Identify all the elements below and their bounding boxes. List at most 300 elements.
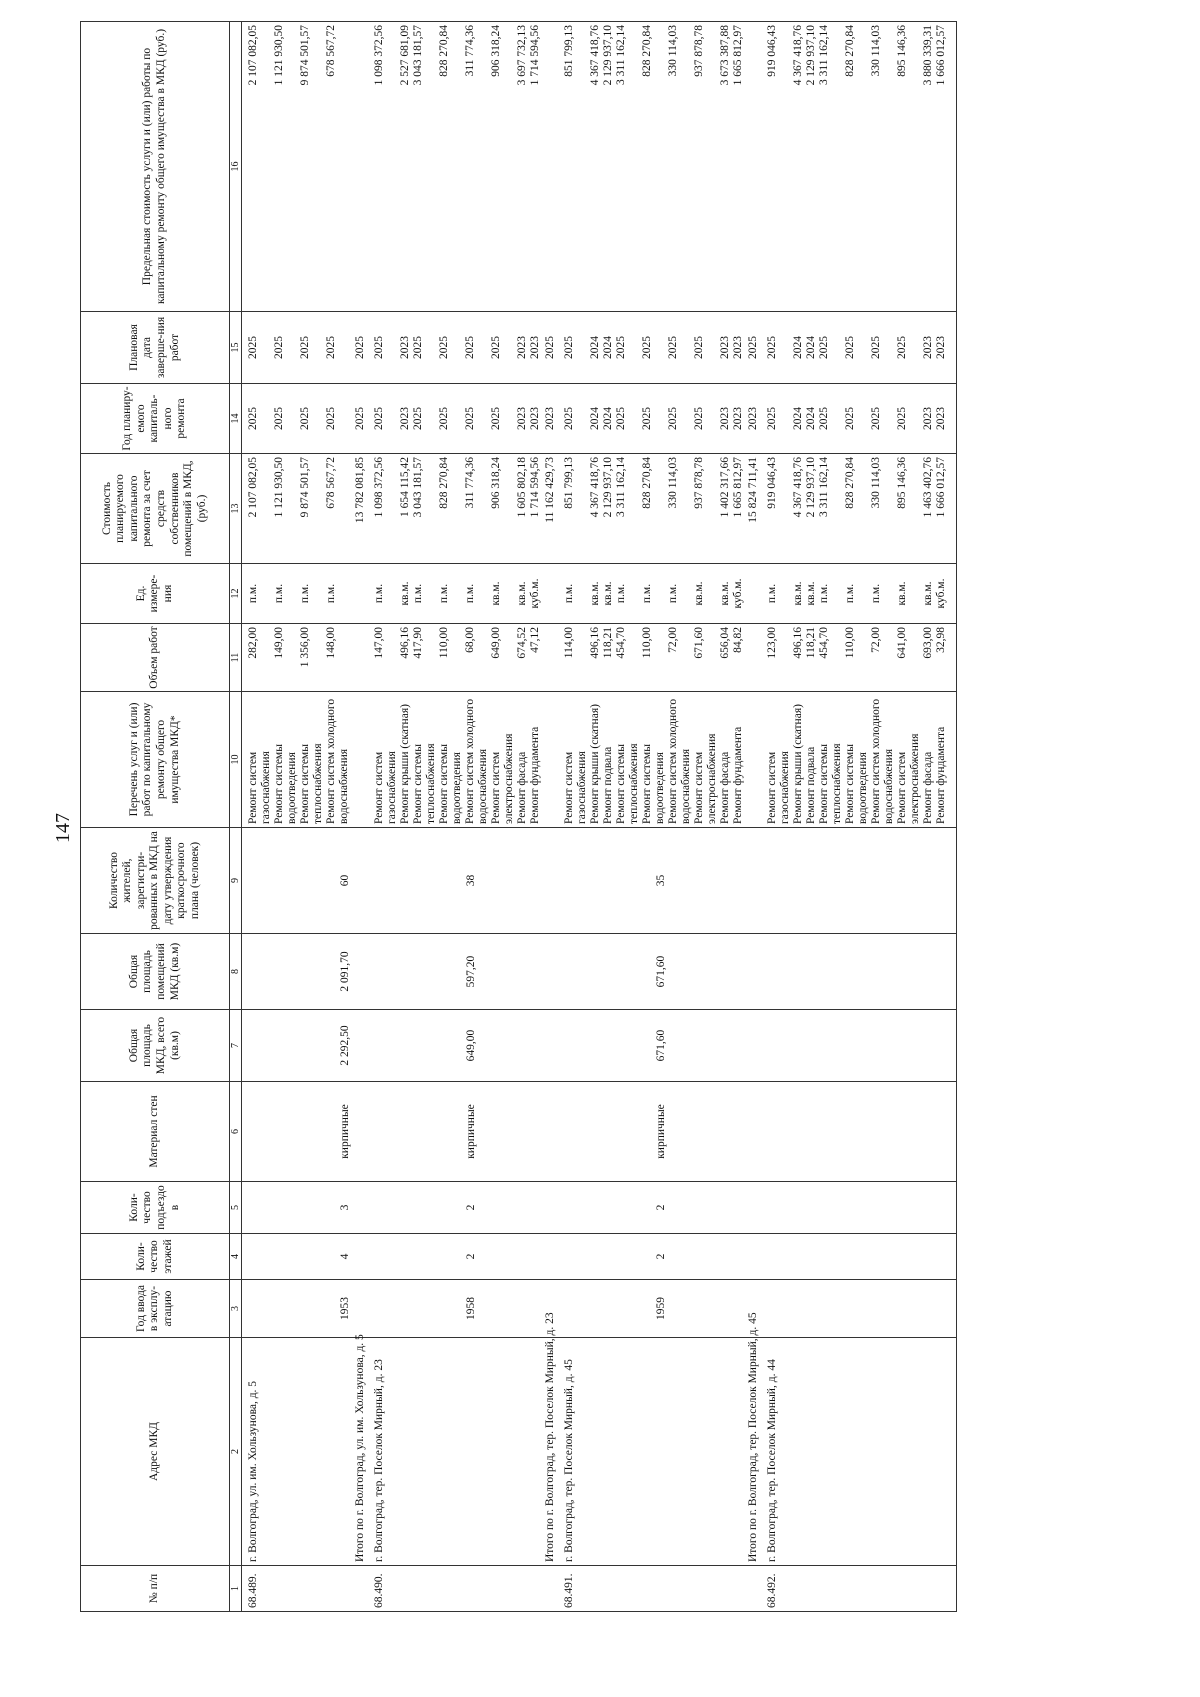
end-year: 2024	[805, 336, 817, 359]
work-item-cell	[242, 692, 354, 828]
volume: 84,82	[732, 627, 744, 653]
end-year: 2023	[399, 336, 411, 359]
volume: 417,90	[412, 627, 424, 659]
cost: 1 121 930,50	[273, 457, 285, 518]
column-number: 15	[230, 312, 242, 384]
volume: 149,00	[273, 627, 285, 659]
end-year: 2025	[412, 336, 424, 359]
column-number: 10	[230, 692, 242, 828]
work-item: Ремонт фундамента	[732, 726, 744, 824]
header-cell: Объем работ	[81, 624, 230, 692]
volume: 118,21	[805, 627, 817, 659]
cost: 1 714 594,56	[529, 457, 541, 518]
work-item: Ремонт систем газоснабжения	[563, 751, 588, 824]
column-number: 4	[230, 1234, 242, 1280]
plan-year: 2025	[412, 407, 424, 430]
unit: п.м.	[273, 583, 285, 604]
cost: 906 318,24	[490, 457, 502, 509]
header-cell: Предельная стоимость услуги и (или) работы по капитальному ремонту общего имущества в МКД (руб.)	[81, 22, 230, 312]
volume: 674,52	[516, 627, 528, 659]
work-item: Ремонт фундамента	[529, 726, 541, 824]
entrances: 2	[655, 1204, 667, 1211]
cost: 1 402 317,66	[719, 457, 731, 518]
end-year: 2025	[870, 336, 882, 359]
end-year-cell	[368, 312, 543, 384]
column-number: 1	[230, 1566, 242, 1612]
limit-cost: 9 874 501,57	[299, 25, 311, 86]
limit-cost: 4 367 418,76	[589, 25, 601, 86]
volume: 72,00	[667, 627, 679, 653]
volume: 68,00	[464, 627, 476, 653]
limit-cost: 2 129 937,10	[805, 25, 817, 86]
work-item: Ремонт подвала	[602, 746, 614, 824]
limit-cost: 895 146,36	[896, 25, 908, 77]
volume: 496,16	[399, 627, 411, 659]
cost: 3 311 162,14	[615, 457, 627, 517]
walls: кирпичные	[655, 1104, 667, 1159]
total-label: Итого по г. Волгоград, тер. Поселок Мирный, д. 45	[746, 1338, 761, 1566]
volume-cell	[368, 624, 543, 692]
plan-year: 2025	[373, 407, 385, 430]
total-row	[353, 22, 368, 1612]
floors: 2	[655, 1253, 667, 1260]
cost: 828 270,84	[641, 457, 653, 509]
plan-year: 2025	[667, 407, 679, 430]
volume: 671,60	[693, 627, 705, 659]
unit: п.м.	[373, 583, 385, 604]
total-year: 2025	[353, 384, 368, 454]
volume: 110,00	[641, 627, 653, 659]
end-year: 2025	[693, 336, 705, 359]
plan-year: 2024	[805, 407, 817, 430]
capital-repair-table	[80, 21, 957, 1612]
work-item: Ремонт фасада	[922, 751, 934, 824]
volume: 693,00	[922, 627, 934, 659]
residents: 35	[655, 874, 667, 887]
floors: 4	[339, 1253, 351, 1260]
volume: 282,00	[247, 627, 259, 659]
limit-cost: 937 878,78	[693, 25, 705, 77]
end-year: 2024	[602, 336, 614, 359]
limit-cost-cell	[558, 22, 746, 312]
limit-cost: 1 714 594,56	[529, 25, 541, 86]
unit: п.м.	[438, 583, 450, 604]
address: г. Волгоград, ул. им. Хользунова, д. 5	[247, 1380, 259, 1562]
column-number: 9	[230, 828, 242, 934]
cost: 1 665 812,97	[732, 457, 744, 518]
plan-year-cell	[242, 384, 354, 454]
end-year: 2023	[732, 336, 744, 359]
header-cell: Адрес МКД	[81, 1338, 230, 1566]
plan-year: 2025	[870, 407, 882, 430]
column-number: 7	[230, 1010, 242, 1082]
plan-year: 2025	[273, 407, 285, 430]
column-number: 16	[230, 22, 242, 312]
unit: кв.м.	[922, 581, 934, 606]
limit-cost: 3 880 339,31	[922, 25, 934, 86]
volume: 496,16	[589, 627, 601, 659]
unit: кв.м.	[693, 581, 705, 606]
volume: 649,00	[490, 627, 502, 659]
volume: 496,16	[792, 627, 804, 659]
work-item: Ремонт систем электроснабжения	[490, 733, 515, 824]
end-year: 2023	[719, 336, 731, 359]
plan-year: 2025	[325, 407, 337, 430]
end-year: 2025	[896, 336, 908, 359]
end-year: 2025	[615, 336, 627, 359]
entrances: 3	[339, 1204, 351, 1211]
end-year: 2025	[766, 336, 778, 359]
area-total: 671,60	[655, 1029, 667, 1062]
unit: кв.м.	[399, 581, 411, 606]
table-bottom	[949, 22, 957, 1612]
column-number: 13	[230, 454, 242, 564]
limit-cost: 1 121 930,50	[273, 25, 285, 86]
work-item: Ремонт системы теплоснабжения	[299, 743, 324, 824]
end-year: 2025	[273, 336, 285, 359]
header-cell: Перечень услуг и (или) работ по капитальному ремонту общего имущества МКД*	[81, 692, 230, 828]
unit: кв.м.	[602, 581, 614, 606]
work-item: Ремонт систем газоснабжения	[373, 751, 398, 824]
year: 1953	[339, 1297, 351, 1320]
end-year: 2023	[935, 336, 947, 359]
table-row	[761, 22, 949, 1612]
header-cell: Плановая дата заверше-ния работ	[81, 312, 230, 384]
column-number: 11	[230, 624, 242, 692]
limit-cost: 1 098 372,56	[373, 25, 385, 86]
limit-cost: 851 799,13	[563, 25, 575, 77]
rotated-page-content	[80, 22, 1180, 1612]
header-cell: Количество жителей, зарегистри-рованных в МКД на дату утверждения краткосрочного плана (человек)	[81, 828, 230, 934]
end-year: 2025	[373, 336, 385, 359]
cost: 2 107 082,05	[247, 457, 259, 518]
header-row	[81, 22, 230, 1612]
plan-year: 2023	[529, 407, 541, 430]
plan-year: 2023	[516, 407, 528, 430]
volume: 47,12	[529, 627, 541, 653]
cost-cell	[242, 454, 354, 564]
volume: 454,70	[818, 627, 830, 659]
cost: 828 270,84	[438, 457, 450, 509]
year: 1958	[465, 1297, 477, 1320]
unit: п.м.	[615, 583, 627, 604]
total-row	[746, 22, 761, 1612]
total-end-year: 2025	[543, 312, 558, 384]
plan-year: 2025	[490, 407, 502, 430]
volume: 110,00	[844, 627, 856, 659]
plan-year: 2025	[844, 407, 856, 430]
volume: 114,00	[563, 627, 575, 659]
work-item: Ремонт системы водоотведения	[844, 744, 869, 824]
row-number: 68.489.	[242, 1566, 354, 1612]
area-total: 649,00	[465, 1029, 477, 1062]
header-cell: Материал стен	[81, 1082, 230, 1182]
header-cell: Стоимость планируемого капитального ремонта за счет средств собственников помещений в МКД, (руб.)	[81, 454, 230, 564]
end-year: 2025	[247, 336, 259, 359]
limit-cost: 3 673 387,88	[719, 25, 731, 86]
cost: 311 774,36	[464, 457, 476, 509]
column-number: 3	[230, 1280, 242, 1338]
plan-year: 2025	[464, 407, 476, 430]
plan-year: 2023	[935, 407, 947, 430]
limit-cost: 1 665 812,97	[732, 25, 744, 86]
total-cost: 13 782 081,85	[353, 454, 368, 564]
limit-cost: 3 311 162,14	[615, 25, 627, 85]
address-cell	[558, 1338, 746, 1566]
work-item: Ремонт систем газоснабжения	[247, 751, 272, 824]
plan-year: 2025	[563, 407, 575, 430]
cost: 678 567,72	[325, 457, 337, 509]
work-item-cell	[761, 692, 949, 828]
work-item: Ремонт систем холодного водоснабжения	[870, 698, 895, 824]
total-label: Итого по г. Волгоград, тер. Поселок Мирный, д. 23	[543, 1338, 558, 1566]
plan-year-cell	[558, 384, 746, 454]
unit: п.м.	[870, 583, 882, 604]
unit: кв.м.	[805, 581, 817, 606]
table-row	[242, 22, 354, 1612]
end-year: 2025	[844, 336, 856, 359]
cost-cell	[558, 454, 746, 564]
cost: 1 605 802,18	[516, 457, 528, 518]
cost: 1 463 402,76	[922, 457, 934, 518]
page-number: 147	[52, 813, 74, 843]
plan-year: 2023	[399, 407, 411, 430]
work-item: Ремонт фундамента	[935, 726, 947, 824]
cost: 4 367 418,76	[792, 457, 804, 518]
address: г. Волгоград, тер. Поселок Мирный, д. 45	[563, 1359, 575, 1562]
cost: 851 799,13	[563, 457, 575, 509]
unit: куб.м.	[935, 578, 947, 609]
cost: 1 654 115,42	[399, 457, 411, 517]
volume: 123,00	[766, 627, 778, 659]
limit-cost-cell	[242, 22, 354, 312]
column-number: 2	[230, 1338, 242, 1566]
plan-year: 2025	[247, 407, 259, 430]
limit-cost: 919 046,43	[766, 25, 778, 77]
volume: 641,00	[896, 627, 908, 659]
volume-cell	[558, 624, 746, 692]
unit: кв.м.	[896, 581, 908, 606]
end-year: 2025	[563, 336, 575, 359]
end-year: 2024	[792, 336, 804, 359]
limit-cost-cell	[368, 22, 543, 312]
unit-cell	[242, 564, 354, 624]
limit-cost: 311 774,36	[464, 25, 476, 77]
plan-year: 2025	[299, 407, 311, 430]
cost: 1 666 012,57	[935, 457, 947, 518]
cost: 937 878,78	[693, 457, 705, 509]
plan-year: 2025	[896, 407, 908, 430]
limit-cost: 330 114,03	[870, 25, 882, 77]
plan-year: 2023	[719, 407, 731, 430]
header-cell: Коли-чество подъездо в	[81, 1182, 230, 1234]
plan-year: 2025	[693, 407, 705, 430]
plan-year-cell	[368, 384, 543, 454]
area-total: 2 292,50	[339, 1025, 351, 1066]
end-year: 2025	[818, 336, 830, 359]
unit: кв.м.	[589, 581, 601, 606]
work-item: Ремонт систем холодного водоснабжения	[464, 698, 489, 824]
limit-cost: 330 114,03	[667, 25, 679, 77]
total-label: Итого по г. Волгоград, ул. им. Хользунова, д. 5	[353, 1338, 368, 1566]
plan-year: 2024	[602, 407, 614, 430]
unit: п.м.	[299, 583, 311, 604]
limit-cost: 4 367 418,76	[792, 25, 804, 86]
residents: 38	[465, 874, 477, 887]
work-item: Ремонт систем электроснабжения	[693, 733, 718, 824]
limit-cost: 678 567,72	[325, 25, 337, 77]
column-number-row	[230, 22, 242, 1612]
total-end-year: 2025	[746, 312, 761, 384]
plan-year: 2025	[641, 407, 653, 430]
end-year: 2025	[490, 336, 502, 359]
volume: 147,00	[373, 627, 385, 659]
end-year-cell	[242, 312, 354, 384]
cost: 3 043 181,57	[412, 457, 424, 518]
end-year: 2023	[529, 336, 541, 359]
volume: 454,70	[615, 627, 627, 659]
work-item: Ремонт системы водоотведения	[438, 744, 463, 824]
limit-cost: 2 107 082,05	[247, 25, 259, 86]
limit-cost: 3 043 181,57	[412, 25, 424, 86]
volume: 32,98	[935, 627, 947, 653]
unit: куб.м.	[732, 578, 744, 609]
unit: п.м.	[563, 583, 575, 604]
end-year: 2025	[325, 336, 337, 359]
cost-cell	[368, 454, 543, 564]
work-item: Ремонт системы водоотведения	[641, 744, 666, 824]
address: г. Волгоград, тер. Поселок Мирный, д. 23	[373, 1359, 385, 1562]
work-item: Ремонт фасада	[719, 751, 731, 824]
limit-cost: 906 318,24	[490, 25, 502, 77]
column-number: 14	[230, 384, 242, 454]
end-year: 2025	[641, 336, 653, 359]
limit-cost: 3 697 732,13	[516, 25, 528, 86]
entrances: 2	[465, 1204, 477, 1211]
cost: 330 114,03	[870, 457, 882, 509]
work-item: Ремонт крыши (скатная)	[792, 704, 804, 824]
work-item: Ремонт систем холодного водоснабжения	[325, 698, 350, 824]
volume: 148,00	[325, 627, 337, 659]
end-year: 2025	[667, 336, 679, 359]
volume: 1 356,00	[299, 627, 311, 668]
unit: кв.м.	[792, 581, 804, 606]
work-item: Ремонт системы теплоснабжения	[818, 743, 843, 824]
year: 1959	[655, 1297, 667, 1320]
unit: п.м.	[464, 583, 476, 604]
limit-cost-cell	[761, 22, 949, 312]
table-row	[368, 22, 543, 1612]
address: г. Волгоград, тер. Поселок Мирный, д. 44	[766, 1359, 778, 1562]
area-rooms: 597,20	[465, 955, 477, 988]
volume-cell	[242, 624, 354, 692]
plan-year: 2025	[615, 407, 627, 430]
unit: п.м.	[641, 583, 653, 604]
cost: 919 046,43	[766, 457, 778, 509]
end-year: 2024	[589, 336, 601, 359]
limit-cost: 828 270,84	[844, 25, 856, 77]
work-item: Ремонт фасада	[516, 751, 528, 824]
plan-year: 2023	[732, 407, 744, 430]
work-item: Ремонт системы теплоснабжения	[412, 743, 437, 824]
plan-year-cell	[761, 384, 949, 454]
end-year: 2023	[922, 336, 934, 359]
unit: п.м.	[667, 583, 679, 604]
plan-year: 2025	[818, 407, 830, 430]
volume: 72,00	[870, 627, 882, 653]
plan-year: 2025	[766, 407, 778, 430]
column-number: 12	[230, 564, 242, 624]
plan-year: 2025	[438, 407, 450, 430]
cost: 4 367 418,76	[589, 457, 601, 518]
table-row	[558, 22, 746, 1612]
cost: 2 129 937,10	[602, 457, 614, 518]
unit: куб.м.	[529, 578, 541, 609]
end-year-cell	[761, 312, 949, 384]
header-cell: № п/п	[81, 1566, 230, 1612]
volume-cell	[761, 624, 949, 692]
limit-cost: 2 129 937,10	[602, 25, 614, 86]
volume: 110,00	[438, 627, 450, 659]
unit: п.м.	[325, 583, 337, 604]
row-number: 68.491.	[558, 1566, 746, 1612]
work-item: Ремонт систем газоснабжения	[766, 751, 791, 824]
cost-cell	[761, 454, 949, 564]
volume: 118,21	[602, 627, 614, 659]
address-cell	[368, 1338, 543, 1566]
column-number: 6	[230, 1082, 242, 1182]
unit: кв.м.	[516, 581, 528, 606]
limit-cost: 1 666 012,57	[935, 25, 947, 86]
work-item: Ремонт подвала	[805, 746, 817, 824]
work-item: Ремонт крыши (скатная)	[399, 704, 411, 824]
cost: 3 311 162,14	[818, 457, 830, 517]
cost: 1 098 372,56	[373, 457, 385, 518]
column-number: 8	[230, 934, 242, 1010]
row-number: 68.490.	[368, 1566, 543, 1612]
work-item: Ремонт крыши (скатная)	[589, 704, 601, 824]
floors: 2	[465, 1253, 477, 1260]
end-year: 2025	[299, 336, 311, 359]
unit: кв.м.	[490, 581, 502, 606]
header-cell: Год планиру-емого капиталь-ного ремонта	[81, 384, 230, 454]
unit: п.м.	[766, 583, 778, 604]
header-cell: Общая площадь МКД, всего (кв.м)	[81, 1010, 230, 1082]
residents: 60	[339, 874, 351, 887]
cost: 9 874 501,57	[299, 457, 311, 518]
volume: 656,04	[719, 627, 731, 659]
work-item-cell	[558, 692, 746, 828]
unit: кв.м.	[719, 581, 731, 606]
end-year: 2023	[516, 336, 528, 359]
cost: 2 129 937,10	[805, 457, 817, 518]
limit-cost: 828 270,84	[438, 25, 450, 77]
row-number: 68.492.	[761, 1566, 949, 1612]
limit-cost: 3 311 162,14	[818, 25, 830, 85]
unit-cell	[761, 564, 949, 624]
header-cell: Ед. измере-ния	[81, 564, 230, 624]
area-rooms: 2 091,70	[339, 951, 351, 992]
plan-year: 2024	[589, 407, 601, 430]
plan-year: 2023	[922, 407, 934, 430]
work-item: Ремонт системы теплоснабжения	[615, 743, 640, 824]
total-cost: 15 824 711,41	[746, 454, 761, 564]
unit: п.м.	[818, 583, 830, 604]
walls: кирпичные	[339, 1104, 351, 1159]
unit: п.м.	[844, 583, 856, 604]
end-year-cell	[558, 312, 746, 384]
total-row	[543, 22, 558, 1612]
